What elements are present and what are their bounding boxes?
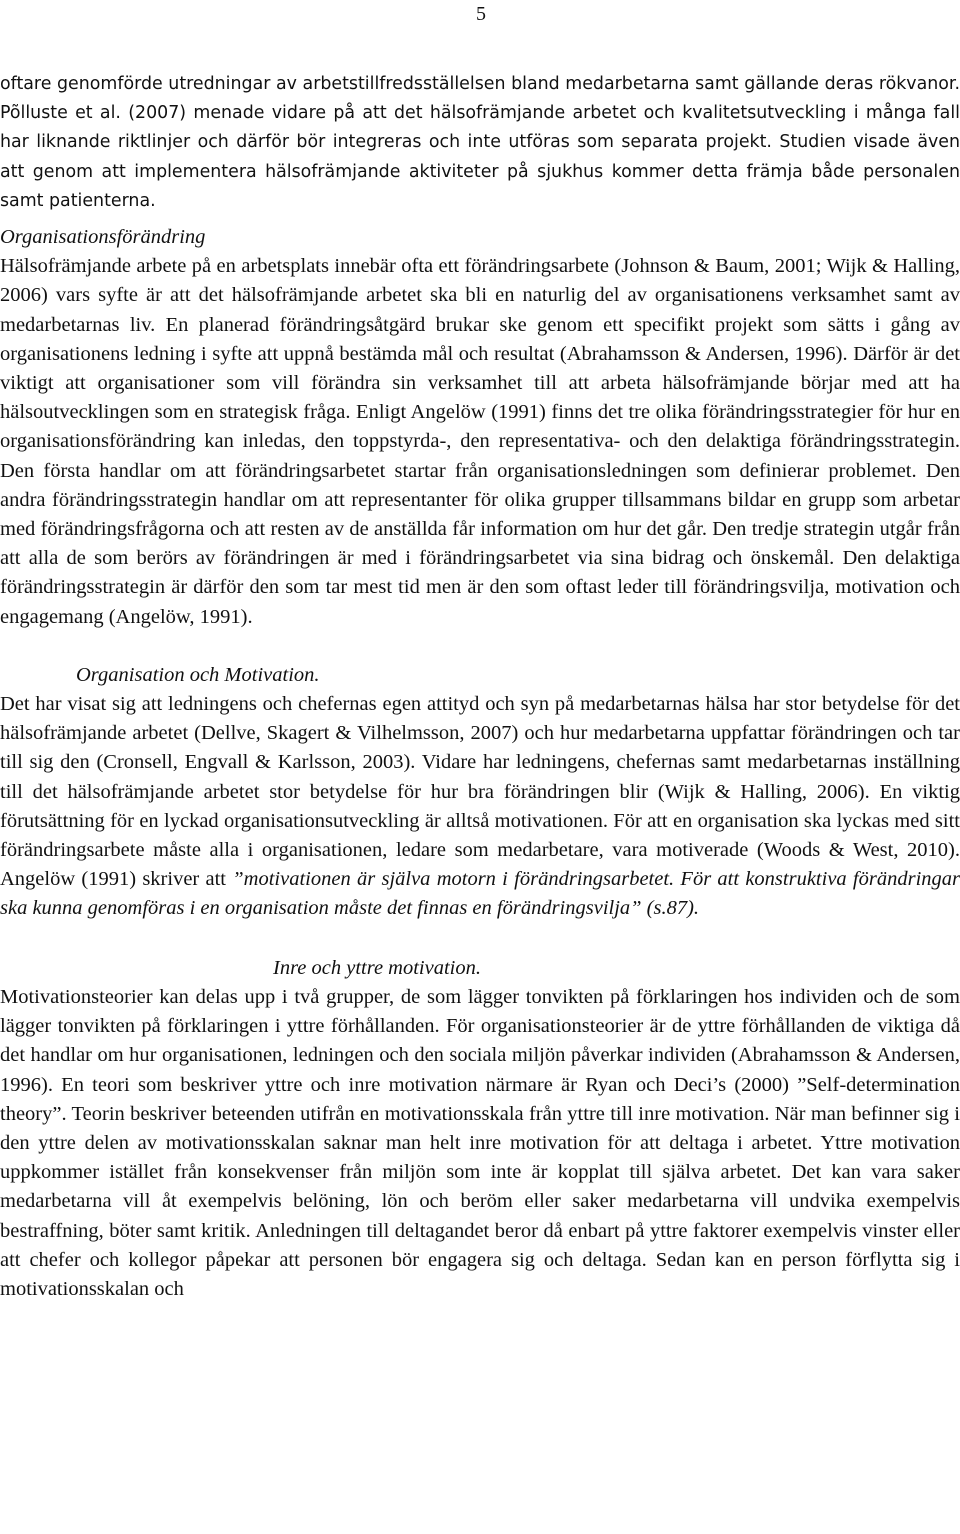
section-heading-organisation-motivation: Organisation och Motivation.	[76, 663, 320, 686]
organisationsforandring-paragraph: Hälsofrämjande arbete på en arbetsplats innebär ofta ett förändringsarbete (Johnson & Baum, 2001; Wijk & Halling, 2006) vars syfte är att det hälsofrämjande arbetet ska bli en naturlig del av organisationens verksamhet samt av medarbetarnas liv. En planerad förändringsåtgärd brukar ske genom ett specifikt projekt som sätts i gång av organisationens ledning i syfte att uppnå bestämda mål och resultat (Abrahamsson & Andersen, 1996). Därför är det viktigt att organisationer som vill förändra sin verksamhet till att arbeta hälsofrämjande börjar med att ha hälsoutvecklingen som en strategisk fråga. Enligt Angelöw (1991) finns det tre olika förändringsstrategier för hur en organisationsförändring kan inledas, den toppstyrda-, den representativa- och den delaktiga förändringsstrategin. Den första handlar om att förändringsarbetet startar från organisationsledningen som definierar problemet. Den andra förändringsstrategin handlar om att representanter för olika grupper tillsammans bildar en grupp som arbetar med förändringsfrågorna och att resten av de anställda får information om hur det går. Den tredje strategin utgår från att alla de som berörs av förändringen är med i förändringsarbetet via sina bidrag och önskemål. Den delaktiga förändringsstrategin är därför den som tar mest tid men är den som oftast leder till förändringsvilja, motivation och engagemang (Angelöw, 1991).	[0, 255, 960, 628]
intro-paragraph	[0, 70, 960, 216]
section-heading-inre-yttre-motivation: Inre och yttre motivation.	[273, 956, 481, 979]
organisation-motivation-text: Det har visat sig att ledningens och chefernas egen attityd och syn på medarbetarnas hälsa har stor betydelse för det hälsofrämjande arbetet (Dellve, Skagert & Vilhelmsson, 2007) och hur medarbetarna uppfattar förändringen och tar till sig den (Cronsell, Engvall & Karlsson, 2003). Vidare har ledningens, chefernas samt medarbetarnas inställning till det hälsofrämjande arbetet stor betydelse för hur bra förändringen blir (Wijk & Halling, 2006). En viktig förutsättning för en lyckad organisationsutveckling är alltså motivationen. För att en organisation ska lyckas med sitt förändringsarbete måste alla i organisationen, ledare som medarbetare, vara motiverade (Woods & West, 2010). Angelöw (1991) skriver att	[0, 693, 960, 891]
intro-paragraph-part1: oftare genomförde utredningar av arbetstillfredsställelsen bland medarbetarna samt gällande deras rökvanor. Põlluste et al. (2007) menade vidare på att det hälsofrämjande arbetet och kvalitetsutveckling i många fall har liknande riktlinjer och därför bör integreras och inte utföras som separata projekt.	[0, 74, 960, 153]
page-number: 5	[476, 3, 486, 25]
organisation-motivation-paragraph	[0, 690, 960, 924]
document-body	[0, 70, 960, 1304]
section-heading-organisationsforandring: Organisationsförändring	[0, 226, 206, 249]
inre-yttre-motivation-paragraph: Motivationsteorier kan delas upp i två grupper, de som lägger tonvikten på förklaringen hos individen och de som lägger tonvikten på förklaringen i yttre förhållanden. För organisationsteorier är de yttre förhållanden de viktiga då det handlar om hur organisationen, ledningen och den sociala miljön påverkar individen (Abrahamsson & Andersen, 1996). En teori som beskriver yttre och inre motivation närmare är Ryan och Deci’s (2000) ”Self-determination theory”. Teorin beskriver beteenden utifrån en motivationsskala från yttre till inre motivation. När man befinner sig i den yttre delen av motivationsskalan saknar man helt inre motivation för att deltaga i arbetet. Yttre motivation uppkommer istället från konsekvenser från miljön som inte är kopplat till själva arbetet. Det kan vara saker medarbetarna vill åt exempelvis belöning, lön och beröm eller saker medarbetarna vill undvika exempelvis bestraffning, böter samt kritik. Anledningen till deltagandet beror då enbart på yttre faktorer exempelvis vinster eller att chefer och kollegor påpekar att personen bör engagera sig och deltaga. Sedan kan en person förflytta sig i motivationsskalan och	[0, 985, 960, 1300]
angelow-quote: ”motivationen är själva motorn i förändringsarbetet. För att konstruktiva förändringar ska kunna genomföras i en organisation måste det finnas en förändringsvilja” (s.87).	[0, 868, 960, 920]
intro-paragraph-part2: Studien visade även att genom att implementera hälsofrämjande aktiviteter på sjukhus kommer detta främja både personalen samt patienterna.	[0, 132, 960, 211]
